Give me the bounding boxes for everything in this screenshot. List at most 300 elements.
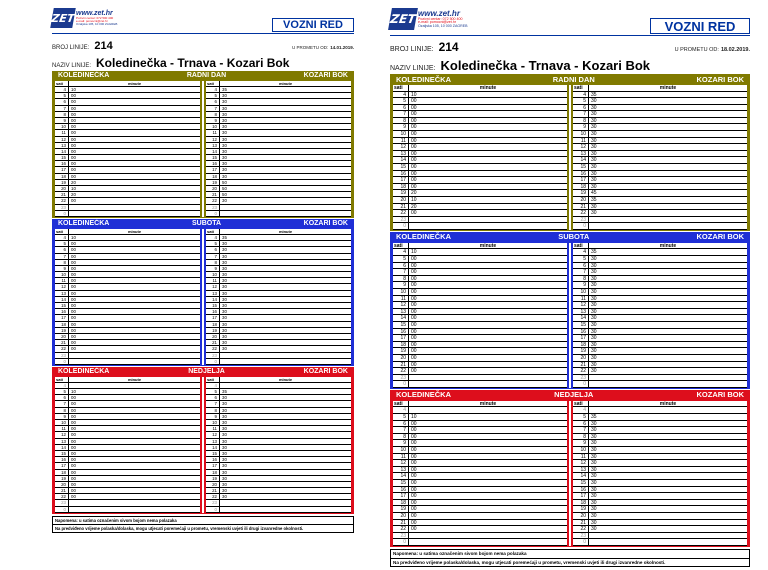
minute-cell: 00 bbox=[411, 479, 417, 486]
hour-cell: 18 bbox=[206, 174, 220, 179]
minute-cell: 00 bbox=[71, 395, 76, 401]
hour-cell: 12 bbox=[573, 460, 589, 466]
table-row bbox=[573, 375, 747, 382]
hour-cell: 11 bbox=[393, 138, 409, 144]
table-row bbox=[573, 454, 747, 461]
hour-cell: 10 bbox=[55, 272, 69, 277]
hour-cell: 13 bbox=[55, 439, 69, 444]
hour-cell: 0 bbox=[206, 359, 220, 364]
weekday-columns bbox=[52, 80, 354, 218]
minute-cell: 00 bbox=[71, 407, 76, 413]
minute-cell: 00 bbox=[411, 164, 417, 171]
hour-cell: 19 bbox=[55, 180, 69, 185]
departures-from-kozari-bok bbox=[571, 85, 749, 230]
table-row bbox=[393, 473, 567, 480]
table-row bbox=[573, 427, 747, 434]
stop-a-label: KOLEDINEČKA bbox=[396, 232, 452, 242]
valid-from bbox=[675, 47, 750, 53]
minute-cell: 30 bbox=[591, 137, 597, 144]
hour-cell: 5 bbox=[206, 241, 220, 246]
minute-cell bbox=[69, 353, 71, 358]
hour-cell: 11 bbox=[55, 130, 69, 135]
table-row bbox=[393, 513, 567, 520]
hour-cell: 22 bbox=[573, 368, 589, 374]
hour-cell: 14 bbox=[393, 473, 409, 479]
hour-cell: 9 bbox=[393, 440, 409, 446]
table-row bbox=[573, 447, 747, 454]
hour-cell: 21 bbox=[206, 488, 220, 493]
minute-cell bbox=[220, 211, 222, 216]
hour-cell: 10 bbox=[55, 124, 69, 129]
hour-cell: 14 bbox=[206, 149, 220, 154]
minute-cell: 30 bbox=[591, 486, 597, 493]
minute-cell: 00 bbox=[411, 262, 417, 269]
table-row bbox=[393, 269, 567, 276]
minute-cell: 00 bbox=[411, 322, 417, 328]
departures-from-kozari-bok bbox=[204, 377, 353, 513]
hour-cell: 18 bbox=[55, 470, 69, 475]
sunday-header-bar bbox=[390, 390, 750, 400]
table-row bbox=[573, 204, 747, 211]
minute-cell: 10 bbox=[411, 249, 417, 256]
hour-cell: 9 bbox=[206, 414, 220, 419]
minute-cell: 20 bbox=[71, 179, 76, 185]
hour-cell: 23 bbox=[206, 353, 220, 358]
line-name-label: NAZIV LINIJE: bbox=[390, 65, 436, 72]
minute-cell: 30 bbox=[222, 111, 227, 117]
hour-cell: 17 bbox=[573, 493, 589, 499]
minute-cell bbox=[409, 539, 411, 545]
hour-cell: 8 bbox=[206, 408, 220, 413]
line-number: 214 bbox=[438, 40, 459, 54]
logo-contact bbox=[76, 10, 117, 26]
minute-cell: 30 bbox=[591, 420, 597, 427]
hour-cell: 20 bbox=[573, 197, 589, 203]
table-row bbox=[393, 210, 567, 217]
minute-cell: 00 bbox=[411, 328, 417, 335]
minute-cell: 30 bbox=[591, 111, 597, 118]
schedule-sunday bbox=[52, 367, 354, 514]
minute-cell: 30 bbox=[591, 269, 597, 276]
hour-cell: 21 bbox=[573, 204, 589, 210]
minute-cell bbox=[589, 381, 591, 387]
minute-cell: 30 bbox=[222, 241, 227, 247]
hour-cell: 17 bbox=[573, 177, 589, 183]
minute-cell: 30 bbox=[222, 457, 227, 463]
table-row bbox=[573, 177, 747, 184]
minute-cell bbox=[409, 217, 411, 223]
hour-cell: 18 bbox=[393, 500, 409, 506]
stop-a-label: KOLEDINEČKA bbox=[58, 219, 110, 227]
minute-cell: 30 bbox=[591, 308, 597, 315]
minute-cell: 00 bbox=[71, 420, 76, 425]
minute-cell: 30 bbox=[222, 413, 227, 419]
website-link[interactable]: www.zet.hr bbox=[76, 10, 113, 17]
footnote-line2: Na predviđeno vrijeme polaska/dolaska, mogu utjecati poremećaji u prometu, vremenski uvjeti ili drugi izvanredne okolnosti. bbox=[393, 559, 666, 565]
hour-cell: 16 bbox=[55, 457, 69, 462]
minute-cell: 00 bbox=[71, 340, 76, 346]
minute-cell: 30 bbox=[222, 346, 227, 352]
hour-cell: 4 bbox=[393, 92, 409, 98]
hour-cell: 19 bbox=[393, 348, 409, 354]
schedule-title: VOZNI RED bbox=[272, 18, 354, 32]
footnotes bbox=[390, 549, 750, 567]
minute-cell: 00 bbox=[71, 296, 76, 302]
hour-cell: 7 bbox=[206, 106, 220, 111]
minute-cell: 00 bbox=[411, 104, 417, 111]
minute-cell: 00 bbox=[411, 440, 417, 447]
table-row bbox=[573, 256, 747, 263]
minute-cell: 30 bbox=[222, 401, 227, 407]
table-row bbox=[573, 335, 747, 342]
minute-cell: 10 bbox=[71, 389, 76, 395]
hour-cell: 15 bbox=[55, 451, 69, 456]
minute-cell: 00 bbox=[411, 427, 417, 434]
hour-cell: 5 bbox=[573, 414, 589, 420]
hour-cell: 8 bbox=[573, 276, 589, 282]
table-row bbox=[393, 223, 567, 230]
hour-cell: 5 bbox=[573, 98, 589, 104]
minute-cell: 30 bbox=[222, 290, 227, 296]
minute-cell: 30 bbox=[222, 494, 227, 500]
hour-cell: 21 bbox=[55, 340, 69, 345]
table-row bbox=[393, 171, 567, 178]
table-row bbox=[393, 342, 567, 349]
hour-cell: 20 bbox=[393, 355, 409, 361]
minute-cell: 30 bbox=[222, 426, 227, 432]
hour-cell: 4 bbox=[573, 92, 589, 98]
day-type-label: SUBOTA bbox=[558, 232, 590, 242]
hour-cell: 15 bbox=[206, 451, 220, 456]
minute-cell: 00 bbox=[71, 401, 76, 407]
hour-cell: 6 bbox=[206, 247, 220, 252]
table-row bbox=[393, 184, 567, 191]
hour-cell: 23 bbox=[55, 353, 69, 358]
hour-cell: 21 bbox=[206, 340, 220, 345]
table-row bbox=[573, 355, 747, 362]
hour-cell: 18 bbox=[206, 322, 220, 327]
table-row bbox=[573, 282, 747, 289]
hour-cell: 21 bbox=[573, 362, 589, 368]
minute-cell: 00 bbox=[411, 335, 417, 342]
hour-cell: 23 bbox=[573, 375, 589, 381]
hour-cell: 14 bbox=[393, 315, 409, 321]
hour-cell: 4 bbox=[55, 383, 69, 388]
hour-cell: 22 bbox=[206, 494, 220, 499]
hour-cell: 11 bbox=[573, 138, 589, 144]
table-row bbox=[393, 302, 567, 309]
hour-cell: 0 bbox=[393, 381, 409, 387]
hour-cell: 6 bbox=[573, 263, 589, 269]
hours-header: sati bbox=[206, 229, 220, 234]
hour-cell: 22 bbox=[55, 346, 69, 351]
minute-cell: 00 bbox=[411, 447, 417, 453]
hour-cell: 18 bbox=[573, 342, 589, 348]
stop-b-label: KOZARI BOK bbox=[303, 367, 348, 375]
hour-cell: 16 bbox=[393, 329, 409, 335]
minute-cell bbox=[220, 500, 222, 505]
line-name-label: NAZIV LINIJE: bbox=[52, 63, 92, 69]
minute-cell: 30 bbox=[591, 348, 597, 355]
hour-cell: 21 bbox=[55, 488, 69, 493]
hour-cell: 10 bbox=[573, 131, 589, 137]
hour-cell: 12 bbox=[393, 144, 409, 150]
hour-cell: 16 bbox=[206, 161, 220, 166]
hour-cell: 21 bbox=[393, 204, 409, 210]
hour-cell: 6 bbox=[206, 395, 220, 400]
minute-cell: 00 bbox=[411, 275, 417, 282]
valid-from-label: U PROMETU OD: bbox=[674, 47, 719, 53]
hour-cell: 10 bbox=[206, 272, 220, 277]
schedule-weekday bbox=[390, 74, 750, 231]
hour-cell: 14 bbox=[206, 297, 220, 302]
table-row bbox=[573, 315, 747, 322]
minute-cell: 30 bbox=[591, 315, 597, 322]
stop-b-label: KOZARI BOK bbox=[303, 72, 348, 79]
minute-cell: 30 bbox=[222, 303, 227, 308]
minute-cell: 30 bbox=[222, 136, 227, 142]
hour-cell: 13 bbox=[573, 309, 589, 315]
hour-cell: 8 bbox=[55, 260, 69, 265]
zet-logo bbox=[390, 8, 468, 30]
hour-cell: 19 bbox=[393, 190, 409, 196]
minute-cell: 00 bbox=[411, 210, 417, 217]
table-row bbox=[393, 414, 567, 421]
hour-cell: 12 bbox=[55, 137, 69, 142]
hour-cell: 19 bbox=[573, 190, 589, 196]
minute-cell: 30 bbox=[222, 469, 227, 475]
table-row bbox=[55, 507, 200, 513]
website-link[interactable]: www.zet.hr bbox=[418, 8, 460, 18]
hour-cell: 10 bbox=[393, 447, 409, 453]
departures-from-kozari-bok bbox=[571, 401, 749, 546]
minute-cell: 00 bbox=[71, 481, 76, 487]
minute-cell bbox=[409, 375, 411, 381]
minute-cell: 30 bbox=[222, 142, 227, 148]
minute-cell: 30 bbox=[591, 131, 597, 138]
hour-cell: 15 bbox=[573, 322, 589, 328]
hour-cell: 16 bbox=[55, 309, 69, 314]
minute-cell: 30 bbox=[222, 450, 227, 456]
minute-cell: 00 bbox=[71, 488, 76, 494]
hour-cell: 23 bbox=[393, 217, 409, 223]
footnotes bbox=[52, 516, 354, 533]
hour-cell: 13 bbox=[393, 467, 409, 473]
minute-cell: 30 bbox=[591, 289, 597, 296]
hour-cell: 16 bbox=[206, 309, 220, 314]
minute-cell: 20 bbox=[71, 192, 76, 198]
minute-cell: 00 bbox=[71, 333, 76, 339]
saturday-columns bbox=[390, 242, 750, 389]
hour-cell: 0 bbox=[55, 507, 69, 512]
minutes-header: minute bbox=[659, 85, 677, 91]
table-row bbox=[573, 263, 747, 270]
minute-cell: 00 bbox=[411, 368, 417, 375]
table-row bbox=[573, 513, 747, 520]
minute-cell: 00 bbox=[71, 494, 76, 500]
departures-from-koledinecka bbox=[391, 85, 569, 230]
table-row bbox=[573, 223, 747, 230]
minute-cell: 30 bbox=[591, 164, 597, 171]
minute-cell: 45 bbox=[591, 190, 597, 197]
hour-cell: 9 bbox=[573, 440, 589, 446]
hour-cell: 12 bbox=[206, 284, 220, 289]
hour-cell: 9 bbox=[206, 266, 220, 271]
table-row bbox=[573, 296, 747, 303]
minute-cell bbox=[220, 507, 222, 512]
minute-cell: 30 bbox=[591, 144, 597, 151]
minute-cell: 50 bbox=[222, 179, 227, 185]
table-row bbox=[393, 249, 567, 256]
hour-cell: 11 bbox=[393, 454, 409, 460]
table-row bbox=[573, 473, 747, 480]
table-row bbox=[573, 539, 747, 546]
footnote-line2: Na predviđeno vrijeme polaska/dolaska, mogu utjecati poremećaji u prometu, vremenski uvjeti ili drugi izvanredne okolnosti. bbox=[55, 526, 304, 532]
hour-cell: 4 bbox=[573, 407, 589, 413]
hour-cell: 14 bbox=[573, 473, 589, 479]
table-row bbox=[393, 329, 567, 336]
table-row bbox=[393, 296, 567, 303]
day-type-label: SUBOTA bbox=[191, 219, 222, 227]
hour-cell: 22 bbox=[55, 198, 69, 203]
minute-cell: 30 bbox=[591, 262, 597, 269]
hour-cell: 16 bbox=[573, 171, 589, 177]
hours-header: sati bbox=[393, 243, 409, 249]
hour-cell: 16 bbox=[573, 487, 589, 493]
minutes-header: minute bbox=[278, 228, 293, 234]
minute-cell: 00 bbox=[71, 259, 76, 265]
hour-cell: 17 bbox=[55, 315, 69, 320]
minute-cell bbox=[589, 539, 591, 545]
line-name: Koledinečka - Trnava - Kozari Bok bbox=[96, 56, 290, 70]
hour-cell: 8 bbox=[393, 434, 409, 440]
stop-a-label: KOLEDINEČKA bbox=[58, 72, 110, 79]
hour-cell: 12 bbox=[573, 302, 589, 308]
hour-cell: 5 bbox=[393, 414, 409, 420]
minute-cell: 00 bbox=[71, 117, 76, 123]
hour-cell: 6 bbox=[55, 395, 69, 400]
hour-cell: 17 bbox=[206, 167, 220, 172]
table-row bbox=[393, 263, 567, 270]
table-row bbox=[393, 381, 567, 388]
table-row bbox=[573, 487, 747, 494]
minute-cell: 00 bbox=[411, 177, 417, 184]
day-type-label: RADNI DAN bbox=[552, 74, 595, 84]
minute-cell: 00 bbox=[71, 99, 76, 105]
departures-from-koledinecka bbox=[53, 81, 202, 217]
hour-cell: 0 bbox=[393, 223, 409, 229]
sunday-columns bbox=[52, 376, 354, 514]
minute-cell: 50 bbox=[222, 192, 227, 198]
minutes-header: minute bbox=[127, 81, 142, 86]
minute-cell: 30 bbox=[591, 512, 597, 519]
minute-cell: 30 bbox=[591, 526, 597, 533]
minute-cell bbox=[589, 533, 591, 539]
table-row bbox=[573, 171, 747, 178]
minute-cell: 00 bbox=[71, 321, 76, 327]
hour-cell: 11 bbox=[573, 296, 589, 302]
hour-cell: 6 bbox=[393, 105, 409, 111]
hour-cell: 12 bbox=[393, 302, 409, 308]
minute-cell: 30 bbox=[222, 278, 227, 284]
weekday-header-bar bbox=[390, 74, 750, 84]
hour-cell: 13 bbox=[206, 291, 220, 296]
hour-cell: 19 bbox=[393, 506, 409, 512]
table-row bbox=[573, 289, 747, 296]
minute-cell: 30 bbox=[591, 203, 597, 210]
minute-cell: 30 bbox=[591, 479, 597, 486]
table-row bbox=[393, 440, 567, 447]
minute-cell: 30 bbox=[591, 361, 597, 368]
hour-cell: 23 bbox=[393, 533, 409, 539]
minute-cell bbox=[409, 533, 411, 539]
line-number-label: BROJ LINIJE: bbox=[52, 45, 90, 51]
minutes-header: minute bbox=[659, 242, 677, 249]
hour-cell: 22 bbox=[393, 526, 409, 532]
table-row bbox=[393, 460, 567, 467]
line-number-label: BROJ LINIJE: bbox=[390, 46, 434, 53]
hour-cell: 8 bbox=[573, 118, 589, 124]
hour-cell: 10 bbox=[393, 131, 409, 137]
minute-cell: 00 bbox=[71, 278, 76, 284]
minute-cell: 30 bbox=[222, 407, 227, 413]
table-row bbox=[573, 184, 747, 191]
hour-cell: 15 bbox=[393, 480, 409, 486]
hour-cell: 12 bbox=[206, 432, 220, 437]
hour-cell: 17 bbox=[206, 463, 220, 468]
minute-cell: 00 bbox=[411, 131, 417, 138]
table-row bbox=[393, 197, 567, 204]
hours-header: sati bbox=[206, 81, 220, 86]
minute-cell: 30 bbox=[222, 93, 227, 99]
minute-cell: 00 bbox=[411, 183, 417, 190]
minute-cell: 30 bbox=[222, 315, 227, 321]
minute-cell: 00 bbox=[411, 493, 417, 500]
table-row bbox=[393, 493, 567, 500]
minute-cell: 00 bbox=[411, 282, 417, 289]
hour-cell: 16 bbox=[393, 487, 409, 493]
minute-cell: 10 bbox=[71, 186, 76, 191]
table-row bbox=[393, 427, 567, 434]
table-row bbox=[393, 190, 567, 197]
table-row bbox=[393, 157, 567, 164]
minute-cell: 00 bbox=[71, 284, 76, 290]
line-number-group bbox=[52, 36, 113, 54]
hour-cell: 8 bbox=[55, 408, 69, 413]
minute-cell: 20 bbox=[411, 190, 417, 197]
table-row bbox=[393, 520, 567, 527]
minute-cell: 30 bbox=[591, 440, 597, 447]
footnote-line1: Napomena: u satima označenim sivom bojom nema polazaka bbox=[391, 550, 749, 559]
minute-cell: 30 bbox=[591, 447, 597, 453]
table-row bbox=[393, 164, 567, 171]
minute-cell: 30 bbox=[591, 124, 597, 131]
minute-cell: 00 bbox=[71, 161, 76, 167]
minute-cell: 30 bbox=[222, 327, 227, 333]
minute-cell: 10 bbox=[71, 87, 76, 92]
logo-contact-line2: e-mail: pomocni@zet.hr bbox=[418, 20, 457, 25]
minute-cell: 00 bbox=[71, 315, 76, 321]
hour-cell: 0 bbox=[55, 211, 69, 216]
hours-header: sati bbox=[55, 81, 69, 86]
valid-from bbox=[292, 45, 354, 50]
minute-cell: 30 bbox=[591, 282, 597, 289]
schedule-sunday bbox=[390, 390, 750, 547]
hour-cell: 15 bbox=[206, 303, 220, 308]
hour-cell: 18 bbox=[393, 184, 409, 190]
table-row bbox=[573, 138, 747, 145]
minute-cell: 30 bbox=[591, 493, 597, 500]
